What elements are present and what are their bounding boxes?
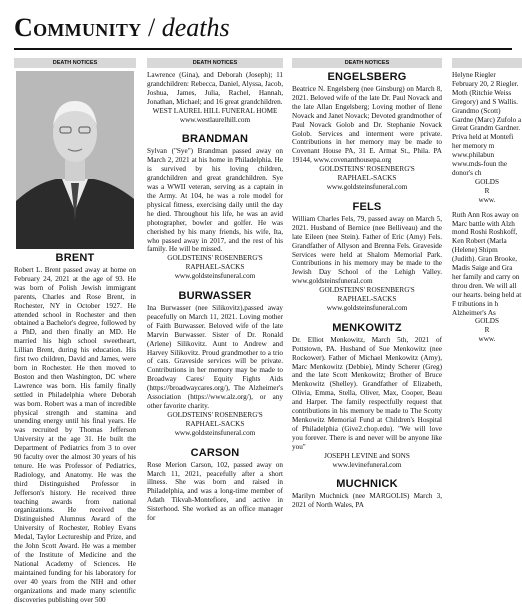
funeral-home-name: GOLDS [475,177,499,186]
funeral-home-url[interactable]: www.goldsteinsfuneral.com [174,272,256,281]
funeral-home-name: GOLDSTEINS' ROSENBERG'S [167,410,263,419]
funeral-home-url: www. [478,335,496,344]
obituary-text-brent: Robert L. Brent passed away at home on February 24, 2021 at the age of 93. He was born of Polish Jewish immigrant parents, Charles and Rose Brent, in Rochester, NY in October 1927. He attended school in Rochester and then obtained a Bachelor's degree, followed by a PhD, and then finally an MD. He married his high school sweetheart, Lillian Brent, during his education. His first two children, David and James, were born in Rochester. He then moved to Boston and then Washington, DC where Lawrence was born. His family finally settled in Philadelphia where Deborah was born. Robert was a man of incredible physical strength and stamina and unending energy until his final years. He was recruited by Thomas Jefferson University at the age 31. He built the Department of Pediatrics from 3 to over 90 faculty over the almost 30 years of his tenure. He was Professor of Pediatrics, Radiology, and Anatomy. He was the third Distinguished Professor in Jefferson's history. He received three teaching awards from national organizations. He received the Distinguished Alumnus Award of the University of Rochester, Robley Evans Medal, Taylor Lectureship and Prize, and the John Scott Award. He was a member of the Institute of Medicine and the National Academy of Sciences. He maintained funding for his laboratory for over 40 years from the NIH and other organizations and made many scientific discoveries publishing over 500 [14,266,136,604]
column-header: DEATH NOTICES [14,58,136,68]
funeral-home-name: GOLDSTEINS' ROSENBERG'S [167,254,263,263]
obituary-text-brandman: Sylvan ("Sye") Brandman passed away on March 2, 2021 at his home in Philadelphia. He is survived by his loving children, grandchildren and great grandchildren. Sye was a WWII veteran, serving as a captain in the Army. At 104, he was a role model for physical fitness, exercising daily until the day he died. Throughout his life, he was an avid photographer, bowler and golfer. He was cherished by his many friends, his wife, Ita, who passed away in 2017, and the rest of his family. He will be missed. [147,147,283,254]
funeral-home-url[interactable]: www.goldsteinsfuneral.com [326,182,408,191]
funeral-home-name: GOLDSTEINS' ROSENBERG'S [319,286,415,295]
obituary-text-muchnick: Marilyn Muchnick (nee MARGOLIS) March 3, 2021 of North Wales, PA [292,492,442,510]
portrait-illustration [16,71,134,249]
subsection-title: deaths [161,13,230,42]
obituary-name-menkowitz: MENKOWITZ [332,321,402,334]
funeral-home-url: www. [478,195,496,204]
funeral-home-name: RAPHAEL-SACKS [337,174,397,183]
funeral-home-url[interactable]: www.goldsteinsfuneral.com [174,428,256,437]
obituary-name-carson: CARSON [190,446,240,459]
funeral-home-name: GOLDS [475,317,499,326]
column-header [452,58,522,68]
brent-portrait-photo [16,71,134,249]
obituary-text-riegler: Helyne Riegler February 20, 2 Riegler. Moth (Ritchie Weiss Gregory) and S Wallis. Grandmo (Scott) Gardne (Marc) Zufolo a Great Grandm Gardner. Priva held at Montefi her memory m www.philabun www.mds-foun the donor's ch [452,71,522,177]
column-1 [14,58,136,604]
column-header: DEATH NOTICES [147,58,283,68]
obituary-name-brandman: BRANDMAN [181,133,249,146]
obituary-name-burwasser: BURWASSER [178,290,252,303]
obituary-text-brent-continued: Lawrence (Gina), and Deborah (Joseph); 11 grandchildren: Rebecca, Daniel, Alyssa, Jacob, Joshua, James, Julia, Rachel, Hannah, Jonathan, Michael; and 16 great grandchildren. [147,71,283,106]
funeral-home-name: WEST LAUREL HILL FUNERAL HOME [152,106,278,115]
column-2 [147,58,283,523]
obituary-name-fels: FELS [352,200,382,213]
obituary-text-menkowitz: Dr. Elliot Menkowitz, March 5th, 2021 of Pottstown, PA. Husband of Sue Menkowitz (nee Rockower). Father of Michael Menkowitz (Amy), Marc Menkowitz (Debbie), Mindy Scherer (Greg) and the late Scott Menkowitz; Brother of Bruce Menkowitz (Shelley). Grandfather of Elizabeth, Olivia, Emma, Stella, Oliver, Max, Cooper, Beau and Harper. The family respectfully request that contributions in his memory be made to The Scotty Menkowitz Memorial Fund at Children's Hospital of Philadelphia (Give2.chop.edu). "We will love you forever. There is and never will be anyone like you" [292,335,442,451]
funeral-home-name: RAPHAEL-SACKS [337,295,397,304]
obituary-text-engelsberg: Beatrice N. Engelsberg (nee Ginsburg) on March 8, 2021. Beloved wife of the late Dr. Paul Novack and the late Allan Engelsberg; Loving mother of Ilene Novack and Janet Novack; Devoted grandmother of Paul Novack Golob and Dr. Stephanie Novack Golob. Services and interment were private. Contributions in her memory may be made to Covenant House PA, 31 E. Armat St., Phila. PA 19144, www.covenanthousepa.org [292,85,442,165]
obituary-name-engelsberg: ENGELSBERG [327,71,407,83]
obituary-text-roshkoff: Ruth Ann Ros away on Marc battle with Alzh mond Roshi Roshkoff, Ken Robert (Marla (Helene) Shipm (Judith). Gran Brooke, Madis Saige and Gra her family and carry on throu dren. We will all our hearts. being held at F tributions in h Alzheimer's As [452,210,522,317]
funeral-home-name: JOSEPH LEVINE and SONS [324,451,410,460]
funeral-home-url[interactable]: www.goldsteinsfuneral.com [326,303,408,312]
column-header: DEATH NOTICES [292,58,442,68]
funeral-home-url[interactable]: www.levinefuneral.com [332,460,402,469]
obituary-name-muchnick: MUCHNICK [336,478,398,491]
funeral-home-url[interactable]: www.westlaurelhill.com [179,115,251,124]
obituary-text-burwasser: Ina Burwasser (nee Silikovitz),passed away peacefully on March 11, 2021. Loving mother of Faith Burwasser. Beloved wife of the late Marvin Burwasser. Sister of Dr. Ronald (Arlene) Silikovitz. Aunt to Andrew and Harvey Silikovitz. Proud grandmother to a trio of cats. Graveside services will be private. Contributions in her memory may be made to Broadway Cares/ Equity Fights Aids (https://broadwaycares.org/), The Alzheimer's Association (https://www.alz.org/), or any other favorite charity. [147,304,283,410]
funeral-home-name: GOLDSTEINS' ROSENBERG'S [319,165,415,174]
funeral-home-name: RAPHAEL-SACKS [185,263,245,272]
page-title: Community / deaths [14,13,230,42]
column-4 [452,58,522,512]
funeral-home-name: RAPHAEL-SACKS [185,419,245,428]
section-title: Community [14,13,142,42]
obituary-name-brent: BRENT [55,252,95,264]
obituary-text-fels: William Charles Fels, 79, passed away on March 5, 2021. Husband of Bernice (nee Belliveau) and the late Eileen (nee Stein). Father of Eric (Amy) Fels. Grandfather of Allyson and Brenna Fels. Graveside Services were held at Shalom Memorial Park. Contributions in his memory may be made to the Jewish Day School of the Lehigh Valley. www.goldsteinsfuneral.com [292,214,442,286]
column-3 [292,58,442,512]
page-header [0,0,512,52]
funeral-home-name: R [484,186,490,195]
funeral-home-name: R [484,326,490,335]
header-rule [14,48,512,50]
obituary-text-carson: Rose Merion Carson, 102, passed away on March 11, 2021, peacefully after a short illness. She was born and raised in Philadelphia, and was a long-time member of Adath Tikvah-Montefiore, and active in Sisterhood. She worked as an office manager for [147,460,283,523]
